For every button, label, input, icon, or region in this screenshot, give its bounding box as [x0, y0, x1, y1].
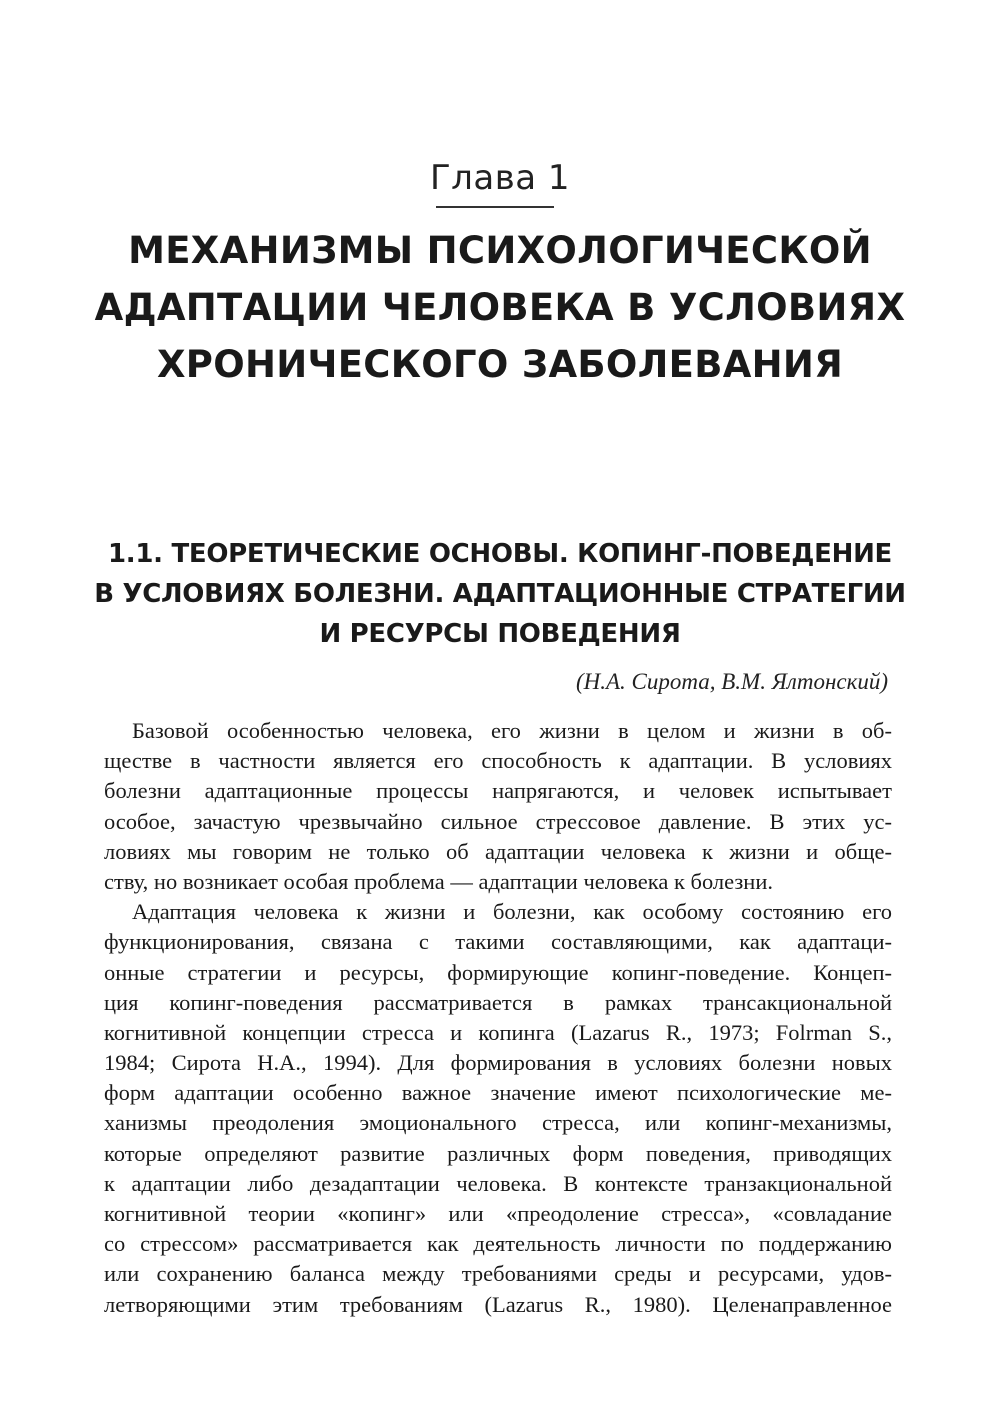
- paragraph-line: ществе в частности является его способность к адаптации. В условиях: [104, 748, 892, 774]
- paragraph-line: функционирования, связана с такими составляющими, как адаптаци-: [104, 929, 892, 955]
- paragraph: [104, 897, 892, 1320]
- paragraph-line: когнитивной теории «копинг» или «преодоление стресса», «совладание: [104, 1201, 892, 1226]
- paragraph-line: со стрессом» рассматривается как деятельность личности по поддержанию: [104, 1231, 892, 1257]
- paragraph-line: ству, но возникает особая проблема — адаптации человека к болезни.: [104, 868, 773, 894]
- paragraph-line: которые определяют развитие различных форм поведения, приводящих: [104, 1140, 892, 1166]
- paragraph-line: Адаптация человека к жизни и болезни, как особому состоянию его: [132, 899, 892, 925]
- paragraph-line: летворяющими этим требованиям (Lazarus R., 1980). Целенаправленное: [104, 1291, 892, 1317]
- chapter-title-line: МЕХАНИЗМЫ ПСИХОЛОГИЧЕСКОЙ: [128, 229, 872, 272]
- paragraph-line: форм адаптации особенно важное значение имеют психологические ме-: [104, 1080, 892, 1106]
- section-title-line: В УСЛОВИЯХ БОЛЕЗНИ. АДАПТАЦИОННЫЕ СТРАТЕГИИ: [94, 579, 906, 609]
- paragraph-line: ция копинг-поведения рассматривается в рамках трансакциональной: [104, 989, 892, 1015]
- chapter-label: Глава 1: [429, 158, 571, 198]
- paragraph-line: ханизмы преодоления эмоционального стресса, или копинг-механизмы,: [104, 1110, 892, 1136]
- paragraph-line: Базовой особенностью человека, его жизни в целом и жизни в об-: [132, 718, 892, 743]
- paragraph-line: болезни адаптационные процессы напрягаются, и человек испытывает: [104, 778, 892, 804]
- paragraph-line: онные стратегии и ресурсы, формирующие копинг-поведение. Концеп-: [104, 959, 892, 985]
- section-title-line: И РЕСУРСЫ ПОВЕДЕНИЯ: [319, 619, 681, 649]
- body-text: [104, 716, 892, 1320]
- paragraph-line: ловиях мы говорим не только об адаптации человека к жизни и обще-: [104, 838, 892, 864]
- section-title-line: 1.1. ТЕОРЕТИЧЕСКИЕ ОСНОВЫ. КОПИНГ-ПОВЕДЕНИЕ: [107, 539, 893, 569]
- paragraph: [104, 716, 892, 897]
- paragraph-line: к адаптации либо дезадаптации человека. В контексте транзакциональной: [104, 1170, 892, 1196]
- paragraph-line: когнитивной концепции стресса и копинга (Lazarus R., 1973; Folrman S.,: [104, 1019, 892, 1045]
- chapter-underline-divider: [436, 206, 554, 208]
- chapter-title-line: АДАПТАЦИИ ЧЕЛОВЕКА В УСЛОВИЯХ: [94, 286, 906, 329]
- paragraph-line: 1984; Сирота Н.А., 1994). Для формирования в условиях болезни новых: [104, 1050, 892, 1076]
- section-authors: (Н.А. Сирота, В.М. Ялтонский): [575, 669, 888, 694]
- paragraph-line: или сохранению баланса между требованиями среды и ресурсами, удов-: [104, 1261, 892, 1287]
- paragraph-line: особое, зачастую чрезвычайно сильное стрессовое давление. В этих ус-: [104, 808, 892, 834]
- chapter-title-line: ХРОНИЧЕСКОГО ЗАБОЛЕВАНИЯ: [156, 343, 843, 386]
- section-title: [80, 534, 920, 654]
- chapter-title: [60, 222, 940, 393]
